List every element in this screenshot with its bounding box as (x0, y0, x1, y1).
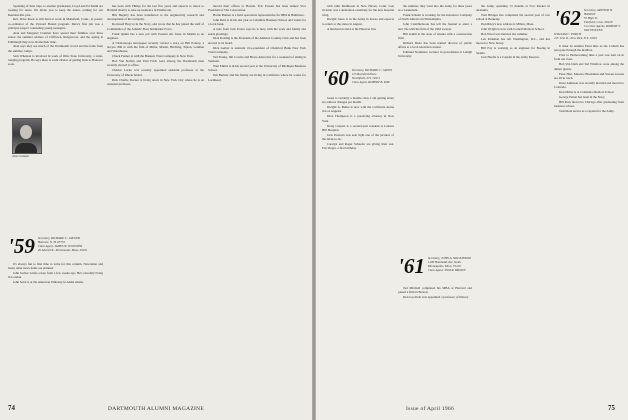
class-agent-2-address: 4 E. 91st St., New York, N.Y. 10021 (554, 36, 598, 40)
paragraph: Jack Petersen was sent right one of the pictures of the bride-to-be. (322, 132, 394, 142)
class-year: '59 (8, 234, 35, 258)
paragraph: Rick Charlie Docker is living down in New York City where he is an assistant professor. (107, 77, 204, 86)
paragraph: George Patten has been in the Navy. (559, 94, 606, 99)
paragraph: Dick Gerber is assistant vice-president of Chemical Bank New York Trust Company. (208, 45, 306, 54)
paragraph: Don Goodwin was appointed a professor of history. (403, 295, 469, 300)
paragraph: Prior to Homecoming time a post was sent on in from our class. (554, 53, 624, 62)
paragraph: Alan and Margaret Cranmer have spread their families over three states: the summer address of Clifftown, Ridgewood, and the spring at Edinburgh they now divide their time. (8, 30, 103, 44)
left-col-3 (208, 4, 306, 402)
paragraph: Sam Wheaton is involved in work of Ohio State University, a wide-ranging program. He says there is scant chance of getting back to Hanover soon. (8, 53, 103, 67)
class-agent: Class Agent, TOM R. BROWN (427, 268, 466, 272)
left-col-1-lower (8, 262, 103, 402)
paragraph: Rockwell Hoyt is in the Navy, and wrote that he has joined the staff of Commander of the Atlantic Fleet Submarine Force. (107, 22, 204, 31)
paragraph: Don Riley's new address is Milton, Mass. (481, 22, 534, 27)
paragraph: Rev. Dave Rook is still hard at work in Mansfield, Conn., as pastor, co-ordinator of the Upward Bound program. Dave's first job was a principal project counseling young teenagers. (8, 17, 103, 31)
paragraph: Todd Real serves as a captain for the Army. (559, 108, 615, 113)
paragraph: Richard Dietz has been named director of public affairs at a local television station. (398, 40, 472, 50)
paragraph: moved their offices to Boston. Eric Feaster has been named Vice President of The Corporation. (208, 4, 306, 13)
paragraph: Guest is certainly a mobile class. I am getting about six address changes per month. (322, 96, 394, 105)
right-col-4 (554, 44, 624, 398)
paragraph: with Olin Mathieson in New Haven, Conn. Last October was a dedication ceremony for the new hospital wing. (322, 4, 394, 17)
paragraph: Dick Thompson is a practicing attorney in New York. (322, 114, 394, 123)
right-col-1 (322, 4, 394, 68)
paragraph: Bob Van Dam and Ted Windlow were among the dinner guests. (554, 62, 624, 71)
right-page-number: 75 (608, 404, 615, 412)
class-59-heading (8, 236, 103, 256)
paragraph: John Wright is now with Cornell Medical School. (481, 27, 545, 32)
paragraph: Frank Quinn has a new job with Eastern Air Lines in Miami as an engineer. (107, 31, 204, 40)
paragraph: John Cromblebrook has left the Journal to enter a new life with the firm of the 1963 awards. (398, 22, 472, 31)
paragraph: Walt Elkins is in his second year at the University of Michigan Business School. (208, 64, 306, 73)
photo-caption: Alan Cranmer (12, 154, 30, 158)
class-secretary: Secretary, RICHARD C. JAEGER (37, 236, 80, 240)
paragraph: It's always fun to find time to write for this column. Newsletter and many other news items are planned. (8, 262, 103, 271)
paragraph: A luncheon is held at the Hanover Inn. (327, 26, 377, 31)
paragraph: Dwight Jones is in the Army in Korea and expects to return to the states in August. (322, 17, 394, 26)
class-city: Fairfield, Conn. 06430 (583, 20, 613, 24)
right-col-1-lower (322, 96, 394, 396)
paragraph: Edmund Steinmetz, lecturer in government at Lehigh University. (398, 49, 472, 59)
paragraph: Len Kirkman has left Washington, D.C., and has moved to New Jersey. (476, 37, 550, 46)
paragraph: Bill Gahm is the state of Alaska with a construction firm. (398, 31, 472, 40)
paragraph: the Army, spending 13 months at Fort Rucker in Alabama. (476, 4, 550, 13)
paragraph: Doug Caspers is a second-year resident at Lennox Hill Hospital. (322, 123, 394, 132)
paragraph: has been with Philips for the last five years and expects to move to Holland shortly to take up residence in Eindhoven. (107, 4, 204, 13)
paragraph: Carolyn and Roger Schaefer are giving their son, Eric Roger, a first birthday. (322, 141, 394, 151)
paragraph: Chuck Fenner is with the Bankers Trust Company in New York. (112, 54, 194, 59)
left-footer: DARTMOUTH ALUMNI MAGAZINE (108, 406, 205, 412)
left-page-number: 74 (8, 404, 15, 412)
class-agent: Class Agent, ROBERT B. MAY (351, 80, 390, 84)
paragraph: A note from Jack Foster says he is busy with his work and family and sends greetings. (208, 27, 306, 36)
right-page (316, 0, 628, 420)
paragraph: Bill Fay is working as an engineer for Boeing in Seattle. (476, 46, 550, 55)
class-city: Strathfield, N.Y. 10471 (351, 76, 381, 80)
paragraph: A Chattanooga newspaper recently carried a story on Bill Pottery, a lawyer. Bill is with the firm of Miller, Martin, Hitching, Tipton, Lenihan and Waterhouse. (107, 40, 204, 54)
class-year: '60 (322, 66, 349, 90)
paragraph: Ted Mitchell completed his MBA at Harvard and joined a firm in Boston. (398, 286, 472, 295)
paragraph: Don Miller is at Columbia Medical School. (559, 89, 615, 94)
left-page (0, 0, 312, 420)
paragraph: Tom Bridges has completed his second year of law school at Berkeley. (476, 13, 550, 22)
class-year: '62 (554, 6, 581, 30)
paragraph: Peter Hart, Maurice Blackburn and Steven Greene are all in town. (554, 71, 624, 80)
paragraph: Frank Schultz is working for the Insurance Company of North America in Philadelphia. (398, 13, 472, 22)
paragraph: the summer, they went into the Army for three years as a Lieutenant. (398, 4, 472, 13)
class-agent-address: 46 Allard Dr., Portsmouth, Mass. 01201 (37, 248, 88, 252)
class-60-heading (322, 68, 394, 88)
portrait-photo (12, 118, 42, 154)
class-city: Minneapolis, Minn. 55410 (427, 264, 461, 268)
paragraph: Dave Atkinson was recently married and moved to Colorado. (554, 80, 624, 90)
paragraph: Jim Burtner and his family are living in California where he works for Lockheed. (208, 73, 306, 82)
class-61-heading (398, 256, 472, 276)
right-footer: Issue of April 1966 (406, 406, 455, 412)
paragraph: Bill Ross moved to Chicago after graduating from business school. (554, 99, 624, 109)
left-col-2 (107, 4, 204, 402)
class-address: 155 Rochford Place (351, 72, 377, 76)
paragraph: Bill Hegarty has been transferred to the engineering research and development of his company. (107, 13, 204, 22)
right-col-3 (476, 4, 550, 402)
class-agent-2: WILLIAM C. PORCH (554, 32, 582, 36)
paragraph: It must be Alumni Fund time as the Collum has just gone through the mailbox. (554, 44, 624, 53)
class-secretary: Secretary, JOHN A. MACKINNON (427, 256, 472, 260)
paragraph: Harlie Bunner is a field operations representative for IBM in Baltimore. (213, 13, 305, 18)
paragraph: Bob Van Stelten and Paul Frick were among the Dartmouth men recently elected to office. (107, 59, 204, 68)
paragraph: Jack Hoefle is a Captain in the Army Reserve. (481, 55, 540, 60)
class-agent: Co-Class Agents, ROBERT V. VAN HOUTEN (583, 24, 621, 32)
paragraph: John Soltz is at the American Embassy in Addis Ababa. (13, 280, 84, 285)
class-secretary: Secretary, RICHARD C. GROSS (351, 68, 393, 72)
class-address: 1400 Humboldt Ave. South (427, 260, 461, 264)
class-secretary: Secretary, ARTHUR W. HASSON (583, 8, 613, 16)
paragraph: Dwight A. Burke is now with the California Arena in Los Angeles. (322, 105, 394, 114)
left-col-1 (8, 4, 103, 190)
class-address: Hanover, N. H. 03755 (37, 240, 65, 244)
right-col-2 (398, 4, 472, 254)
paragraph: Speaking of June trips, to another graduation, Lloyd and Ed Smith are looking for news. We invite you to keep the letters coming for our Reunion this year. (8, 4, 103, 17)
paragraph: Charles Locke was recently appointed assistant professor at the University of Rhode Island. (107, 68, 204, 77)
right-col-2-lower (398, 286, 472, 398)
class-year: '61 (398, 254, 425, 278)
class-agent: Class Agent, JAMES W. WOOSTER (37, 244, 83, 248)
paragraph: Bob Wood was married last summer. (481, 32, 528, 37)
paragraph: John Gerber writes a note from a few weeks ago. He's currently living in London. (8, 271, 103, 280)
paragraph: Ted Young, Jim Cowles and Bruce Ames met for a weekend of skiing in Vermont. (208, 54, 306, 64)
paragraph: Dick Keating is the President of the Amherst Country Club and has been elected to its board. (208, 36, 306, 45)
class-62-heading (554, 8, 624, 40)
paragraph: John Reid is in his last year at Columbia Business School and works for a local bank. (208, 18, 306, 27)
paragraph: Alan says they see much of the Dartmouth crowd and the folks from the summer camps. (8, 44, 103, 53)
class-address: 55 High St. (583, 16, 598, 20)
